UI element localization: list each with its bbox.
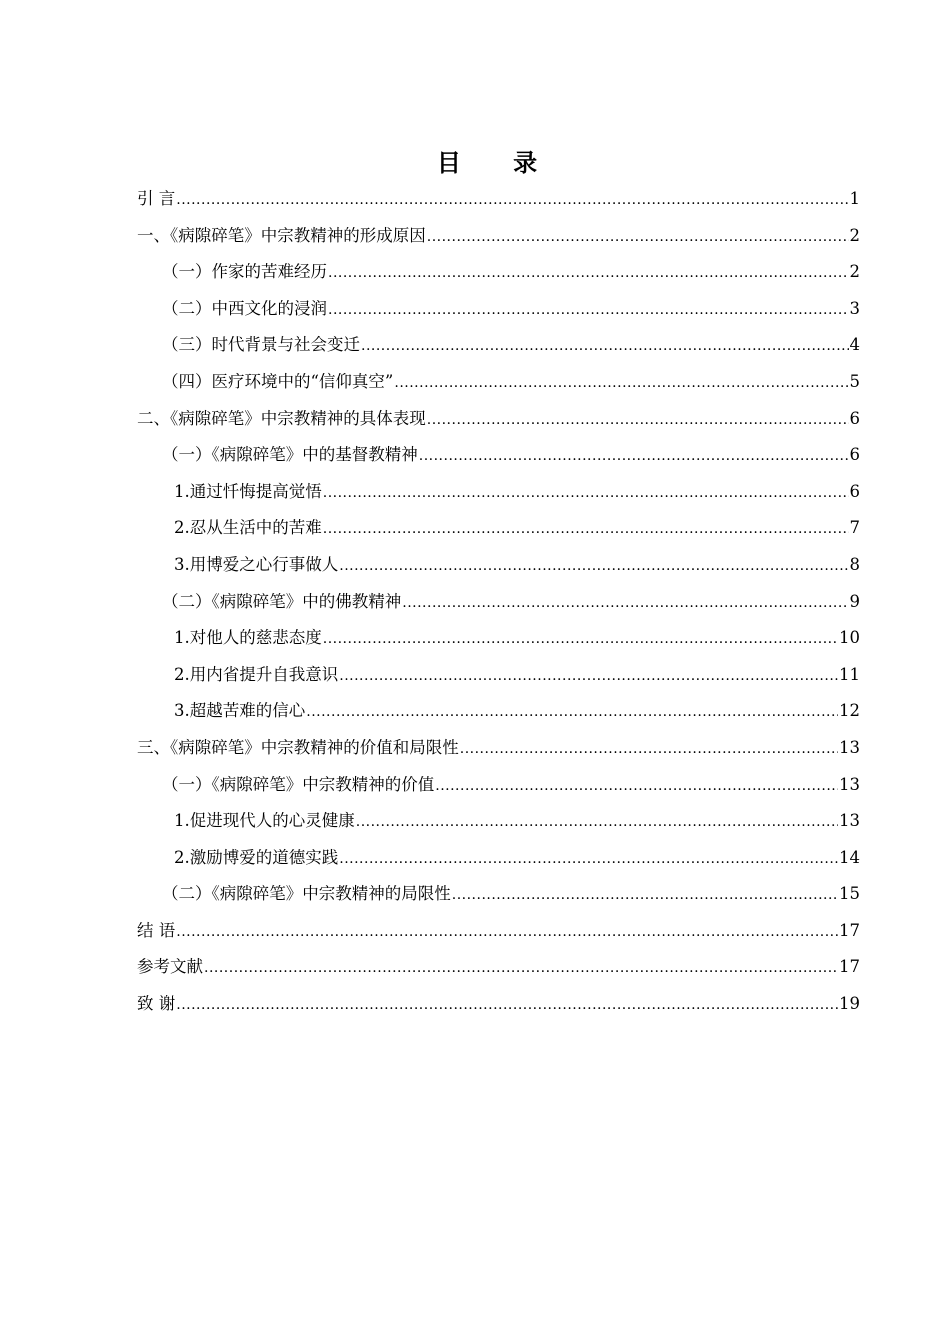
toc-leader-dots (328, 295, 849, 325)
toc-entry[interactable] (137, 294, 860, 331)
toc-entry[interactable] (137, 440, 860, 477)
toc-entry-page: 5 (849, 371, 860, 391)
toc-leader-dots (427, 222, 849, 252)
toc-entry-label: 1.促进现代人的心灵健康 (174, 811, 355, 831)
toc-entry-page: 13 (839, 774, 860, 794)
toc-entry-label: 1.对他人的慈悲态度 (174, 628, 322, 648)
toc-entry-page: 17 (839, 920, 860, 940)
toc-entry-label: 引 言 (137, 189, 176, 208)
toc-leader-dots (339, 844, 838, 874)
toc-entry-page: 1 (849, 189, 860, 208)
toc-entry-page: 6 (849, 481, 860, 501)
toc-entry-label: 一、《病隙碎笔》中宗教精神的形成原因 (137, 225, 426, 245)
toc-leader-dots (204, 953, 838, 983)
toc-entry[interactable] (137, 806, 860, 843)
toc-leader-dots (419, 441, 849, 471)
toc-entry-label: 3.用博爱之心行事做人 (174, 554, 339, 574)
toc-entry[interactable] (137, 770, 860, 807)
toc-leader-dots (339, 661, 838, 691)
toc-entry-page: 14 (839, 847, 860, 867)
toc-entry[interactable] (137, 550, 860, 587)
toc-entry-label: 2.用内省提升自我意识 (174, 664, 339, 684)
toc-entry-label: （一）《病隙碎笔》中宗教精神的价值 (162, 774, 435, 794)
toc-entry[interactable] (137, 513, 860, 550)
toc-entry-label: 1.通过忏悔提高觉悟 (174, 481, 322, 501)
toc-entry[interactable] (137, 184, 860, 221)
toc-entry-page: 6 (849, 445, 860, 465)
toc-entry[interactable] (137, 330, 860, 367)
toc-leader-dots (176, 185, 848, 215)
toc-entry-label: 2.忍从生活中的苦难 (174, 518, 322, 538)
toc-entry-label: 结 语 (137, 920, 176, 940)
toc-entry-page: 2 (849, 225, 860, 245)
toc-entry-label: 致 谢 (137, 994, 176, 1014)
toc-entry-page: 17 (839, 957, 860, 977)
toc-entry[interactable] (137, 404, 860, 441)
toc-entry[interactable] (137, 623, 860, 660)
toc-entry-page: 2 (849, 262, 860, 282)
toc-entry-label: 3.超越苦难的信心 (174, 701, 306, 721)
toc-entry[interactable] (137, 221, 860, 258)
toc-leader-dots (402, 588, 848, 618)
toc-entry[interactable] (137, 477, 860, 514)
toc-entry-page: 9 (849, 591, 860, 611)
toc-entry[interactable] (137, 879, 860, 916)
toc-entry-page: 13 (839, 811, 860, 831)
toc-leader-dots (328, 258, 849, 288)
toc-entry-label: 三、《病隙碎笔》中宗教精神的价值和局限性 (137, 737, 459, 757)
toc-entry[interactable] (137, 989, 860, 1026)
toc-entry[interactable] (137, 952, 860, 989)
toc-entry-label: （二）《病隙碎笔》中的佛教精神 (162, 591, 402, 611)
toc-entry-page: 10 (839, 628, 860, 648)
toc-leader-dots (427, 405, 849, 435)
toc-leader-dots (356, 807, 838, 837)
toc-entry-label: （一）作家的苦难经历 (162, 262, 327, 282)
toc-entry[interactable] (137, 916, 860, 953)
toc-leader-dots (460, 734, 838, 764)
toc-entry-page: 3 (849, 298, 860, 318)
toc-entry-label: 参考文献 (137, 957, 203, 977)
toc-entry-page: 15 (839, 884, 860, 904)
toc-leader-dots (323, 624, 838, 654)
toc-entry-page: 8 (849, 554, 860, 574)
toc-entry[interactable] (137, 587, 860, 624)
toc-entry-label: 二、《病隙碎笔》中宗教精神的具体表现 (137, 408, 426, 428)
toc-entry-page: 12 (839, 701, 860, 721)
toc-entry-label: （三）时代背景与社会变迁 (162, 335, 360, 355)
toc-entry-label: （四）医疗环境中的“信仰真空” (162, 371, 394, 391)
toc-entry-label: （二）中西文化的浸润 (162, 298, 327, 318)
toc-leader-dots (361, 331, 849, 361)
table-of-contents (137, 184, 860, 1026)
toc-entry-page: 4 (849, 335, 860, 355)
toc-entry[interactable] (137, 843, 860, 880)
toc-leader-dots (394, 368, 848, 398)
toc-entry-label: 2.激励博爱的道德实践 (174, 847, 339, 867)
toc-leader-dots (435, 771, 838, 801)
toc-entry[interactable] (137, 696, 860, 733)
toc-leader-dots (176, 917, 838, 947)
toc-entry-page: 13 (839, 737, 860, 757)
toc-entry[interactable] (137, 733, 860, 770)
toc-entry[interactable] (137, 367, 860, 404)
toc-leader-dots (176, 990, 838, 1020)
toc-entry-page: 6 (849, 408, 860, 428)
toc-leader-dots (323, 514, 849, 544)
toc-entry-label: （一）《病隙碎笔》中的基督教精神 (162, 445, 418, 465)
toc-entry[interactable] (137, 660, 860, 697)
toc-leader-dots (339, 551, 848, 581)
toc-entry-page: 7 (849, 518, 860, 538)
toc-leader-dots (452, 880, 838, 910)
toc-entry-label: （二）《病隙碎笔》中宗教精神的局限性 (162, 884, 451, 904)
toc-leader-dots (323, 478, 849, 508)
toc-entry-page: 11 (839, 664, 860, 684)
toc-leader-dots (306, 697, 838, 727)
toc-entry[interactable] (137, 257, 860, 294)
toc-title: 目 录 (436, 149, 560, 177)
toc-entry-page: 19 (839, 994, 860, 1014)
